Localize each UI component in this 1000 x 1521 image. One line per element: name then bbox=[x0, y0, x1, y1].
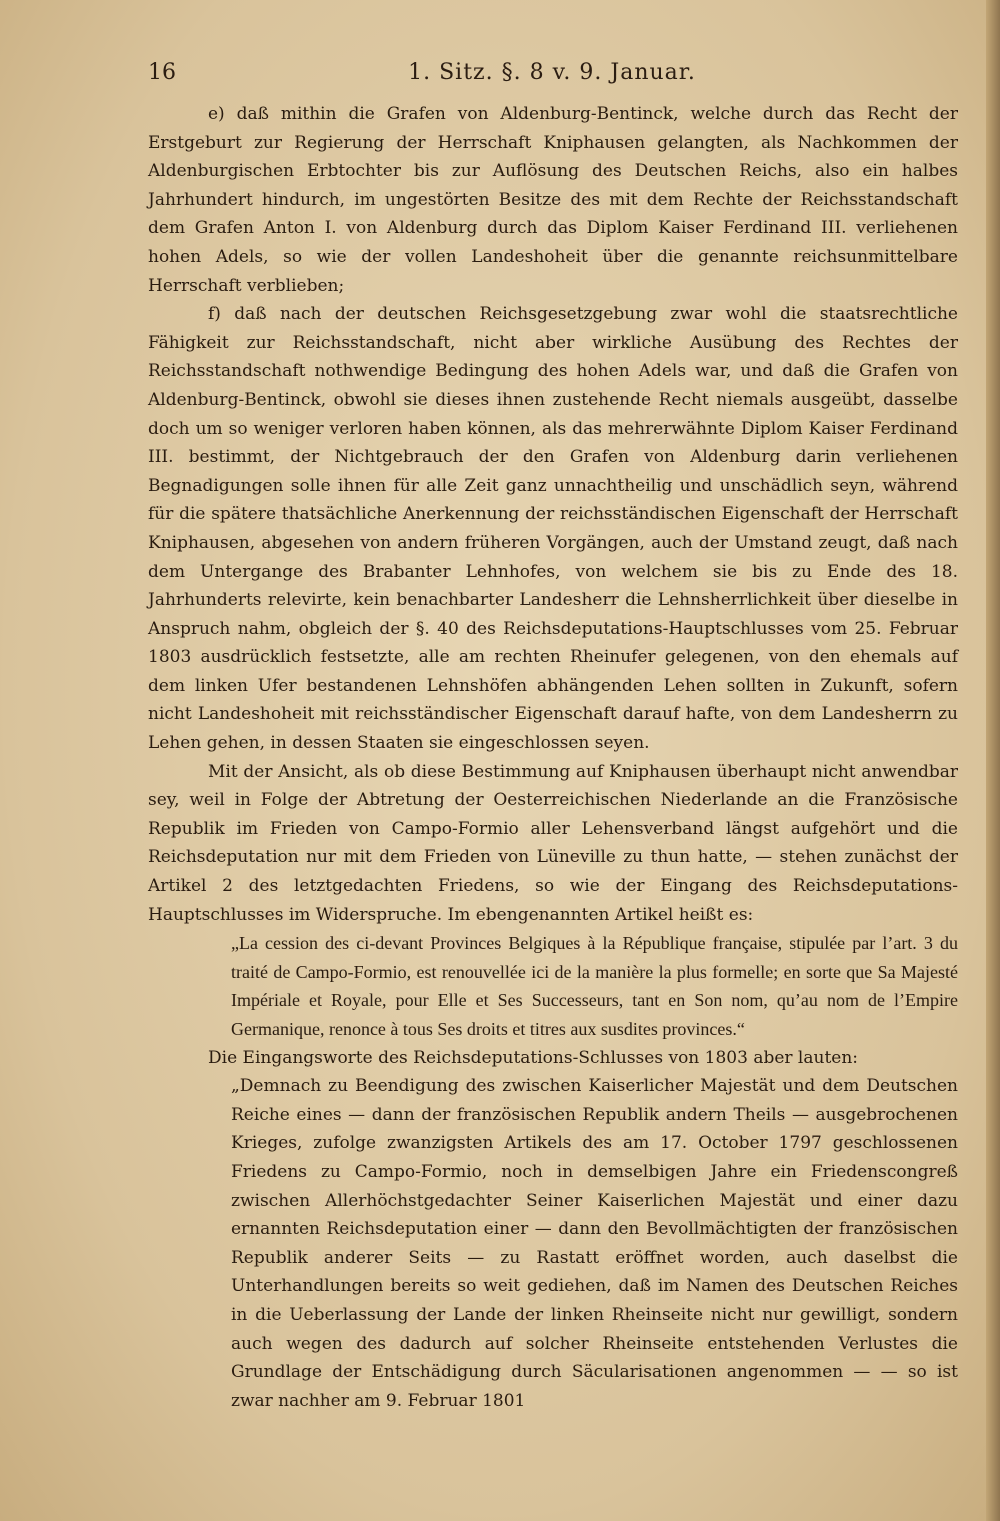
document-body bbox=[148, 100, 958, 1415]
paragraph-e: e) daß mithin die Grafen von Aldenburg-Bentinck, welche durch das Recht der Erstgeburt zur Regierung der Herrschaft Kniphausen gelangten, als Nachkommen der Aldenburgischen Erbtochter bis zur Auflösung des Deutschen Reichs, also ein halbes Jahrhundert hindurch, im ungestörten Besitze des mit dem Rechte der Reichsstandschaft dem Grafen Anton I. von Aldenburg durch das Diplom Kaiser Ferdinand III. verliehenen hohen Adels, so wie der vollen Landeshoheit über die genannte reichsunmittelbare Herrschaft verblieben; bbox=[148, 104, 958, 296]
running-title: 1. Sitz. §. 8 v. 9. Januar. bbox=[408, 60, 696, 85]
paragraph-f: f) daß nach der deutschen Reichsgesetzgebung zwar wohl die staatsrechtliche Fähigkeit zur Reichsstandschaft, nicht aber wirkliche Ausübung des Rechtes der Reichsstandschaft nothwendige Bedingung des hohen Adels war, und daß die Grafen von Aldenburg-Bentinck, obwohl sie dieses ihnen zustehende Recht niemals ausgeübt, dasselbe doch um so weniger verloren haben können, als das mehrerwähnte Diplom Kaiser Ferdinand III. bestimmt, der Nichtgebrauch der den Grafen von Aldenburg darin verliehenen Begnadigungen solle ihnen für alle Zeit ganz unnachtheilig und unschädlich seyn, während für die spätere thatsächliche Anerkennung der reichsständischen Eigenschaft der Herrschaft Kniphausen, abgesehen von andern früheren Vorgängen, auch der Umstand zeugt, daß nach dem Untergange des Brabanter Lehnhofes, von welchem sie bis zu Ende des 18. Jahrhunderts relevirte, kein benachbarter Landesherr die Lehnsherrlichkeit über dieselbe in Anspruch nahm, obgleich der §. 40 des Reichsdeputations-Hauptschlusses vom 25. Februar 1803 ausdrücklich festsetzte, alle am rechten Rheinufer gelegenen, von den ehemals auf dem linken Ufer bestandenen Lehnshöfen abhängenden Lehen sollten in Zukunft, sofern nicht Landeshoheit mit reichsständischer Eigenschaft darauf hafte, von dem Landesherrn zu Lehen gehen, in dessen Staaten sie eingeschlossen seyen. bbox=[148, 304, 958, 754]
paragraph-argument: Mit der Ansicht, als ob diese Bestimmung auf Kniphausen überhaupt nicht anwendbar sey, weil in Folge der Abtretung der Oesterreichischen Niederlande an die Französische Republik im Frieden von Campo-Formio aller Lehensverband längst aufgehört und die Reichsdeputation nur mit dem Frieden von Lüneville zu thun hatte, — stehen zunächst der Artikel 2 des letztgedachten Friedens, so wie der Eingang des Reichsdeputations-Hauptschlusses im Widerspruche. Im ebengenannten Artikel heißt es: bbox=[148, 761, 958, 925]
page-number: 16 bbox=[148, 60, 176, 85]
quote-reichsdeputation: „Demnach zu Beendigung des zwischen Kaiserlicher Majestät und dem Deutschen Reiche eines — dann der französischen Republik andern Theils — ausgebrochenen Krieges, zufolge zwanzigsten Artikels des am 17. October 1797 geschlossenen Friedens zu Campo-Formio, noch in demselbigen Jahre ein Friedenscongreß zwischen Allerhöchstgedachter Seiner Kaiserlichen Majestät und einer dazu ernannten Reichsdeputation einer — dann den Bevollmächtigten der französischen Republik anderer Seits — zu Rastatt eröffnet worden, auch daselbst die Unterhandlungen bereits so weit gediehen, daß im Namen des Deutschen Reiches in die Ueberlassung der Lande der linken Rheinseite nicht nur gewilligt, sondern auch wegen des dadurch auf solcher Rheinseite entstehenden Verlustes die Grundlage der Entschädigung durch Säcularisationen angenommen — — so ist zwar nachher am 9. Februar 1801 bbox=[231, 1076, 958, 1411]
page-edge-shadow bbox=[986, 0, 1000, 1521]
page-header bbox=[148, 58, 956, 94]
quote-french-treaty: „La cession des ci-devant Provinces Belgiques à la République française, stipulée par l’art. 3 du traité de Campo-Formio, est renouvellée ici de la manière la plus formelle; en sorte que Sa Majesté Impériale et Royale, pour Elle et Ses Successeurs, tant en Son nom, qu’au nom de l’Empire Germanique, renonce à tous Ses droits et titres aux susdites provinces.“ bbox=[231, 933, 958, 1039]
paragraph-intro-1803: Die Eingangsworte des Reichsdeputations-Schlusses von 1803 aber lauten: bbox=[208, 1047, 859, 1068]
